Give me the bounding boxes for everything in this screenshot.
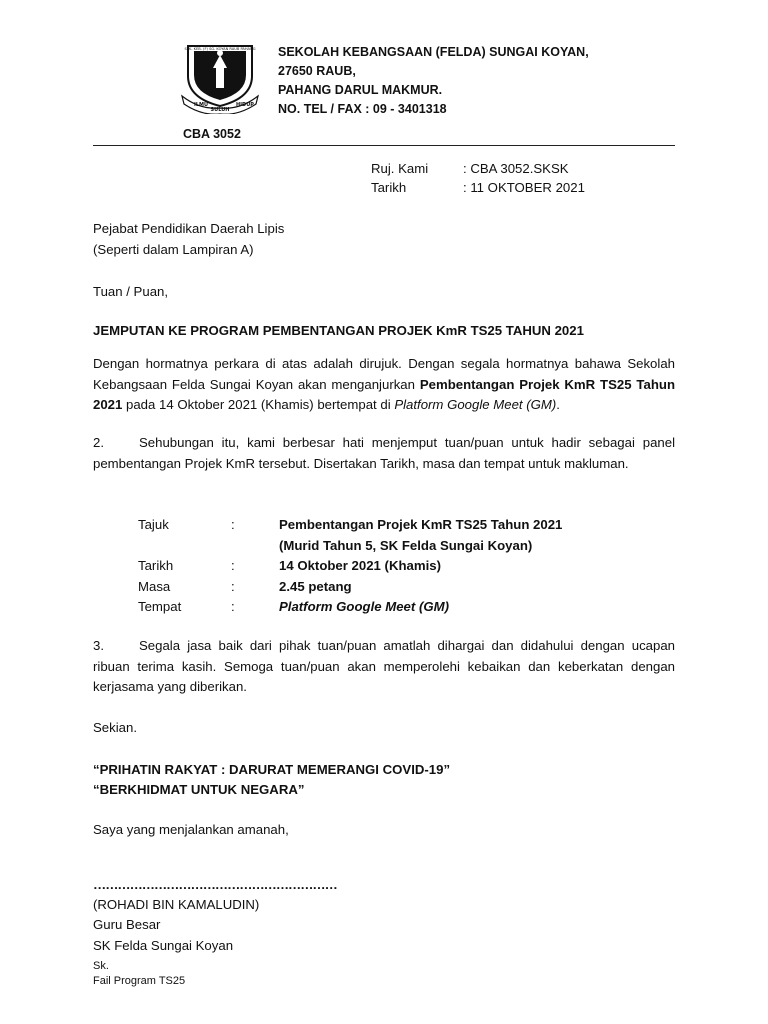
detail-value: 2.45 petang	[279, 579, 352, 594]
letterhead-phone: NO. TEL / FAX : 09 - 3401318	[278, 102, 447, 116]
recipient-office: Pejabat Pendidikan Daerah Lipis	[93, 221, 285, 236]
detail-value: (Murid Tahun 5, SK Felda Sungai Koyan)	[279, 538, 533, 553]
school-code: CBA 3052	[183, 127, 241, 141]
detail-label: Tarikh	[138, 558, 174, 573]
detail-value: Pembentangan Projek KmR TS25 Tahun 2021	[279, 517, 563, 532]
paragraph-2-number: 2.	[93, 435, 104, 450]
signature-line: ……………………………………………………	[93, 877, 337, 892]
ref-value: : CBA 3052.SKSK	[463, 161, 569, 176]
signatory-school: SK Felda Sungai Koyan	[93, 938, 234, 953]
paragraph-1	[93, 354, 675, 416]
paragraph-1-period: .	[556, 397, 560, 413]
letterhead-divider	[93, 145, 675, 146]
letterhead-postcode: 27650 RAUB,	[278, 64, 356, 78]
letterhead-state: PAHANG DARUL MAKMUR.	[278, 83, 443, 97]
signatory-title: Guru Besar	[93, 917, 161, 932]
cc-label: Sk.	[93, 960, 109, 972]
crest-banner-center: SULUH	[210, 107, 230, 113]
paragraph-1-program-title: Pembentangan Projek KmR TS25 Tahun 2021	[93, 376, 675, 413]
paragraph-2	[93, 433, 675, 474]
paragraph-3	[93, 636, 675, 698]
paragraph-1-text-b: pada 14 Oktober 2021 (Khamis) bertempat di	[122, 397, 395, 413]
crest-banner-right: HIDUP	[236, 102, 254, 108]
detail-colon: :	[231, 558, 235, 573]
detail-colon: :	[231, 579, 235, 594]
salutation: Tuan / Puan,	[93, 284, 169, 299]
crest-ring-text: SEK. KEB. (F) SG. KOYAN RAUB PAHANG	[184, 47, 256, 51]
subject-heading: JEMPUTAN KE PROGRAM PEMBENTANGAN PROJEK KmR TS25 TAHUN 2021	[93, 323, 584, 338]
detail-colon: :	[231, 599, 235, 614]
detail-value: 14 Oktober 2021 (Khamis)	[279, 558, 441, 573]
closing-text: Sekian.	[93, 720, 137, 735]
paragraph-1-text-a: Dengan hormatnya perkara di atas adalah dirujuk. Dengan segala hormatnya bahawa Sekolah Kebangsaan Felda Sungai Koyan akan menganjurkan	[93, 356, 675, 392]
detail-label: Tajuk	[138, 517, 169, 532]
detail-value: Platform Google Meet (GM)	[279, 599, 449, 614]
sign-intro: Saya yang menjalankan amanah,	[93, 822, 289, 837]
detail-label: Masa	[138, 579, 171, 594]
paragraph-2-text: Sehubungan itu, kami berbesar hati menjemput tuan/puan untuk hadir sebagai panel pembentangan Projek KmR tersebut. Disertakan Tarikh, masa dan tempat untuk makluman.	[93, 435, 675, 471]
date-label: Tarikh	[371, 180, 407, 195]
paragraph-3-text: Segala jasa baik dari pihak tuan/puan amatlah dihargai dan didahului dengan ucapan ribuan terima kasih. Semoga tuan/puan akan memperolehi kebaikan dan keberkatan dengan kerjasama yang diberikan.	[93, 638, 675, 695]
paragraph-1-venue: Platform Google Meet (GM)	[394, 397, 557, 413]
paragraph-3-number: 3.	[93, 638, 104, 653]
cc-item: Fail Program TS25	[93, 975, 186, 987]
ref-label: Ruj. Kami	[371, 161, 429, 176]
motto-service: “BERKHIDMAT UNTUK NEGARA”	[93, 782, 305, 797]
recipient-note: (Seperti dalam Lampiran A)	[93, 242, 254, 257]
detail-colon: :	[231, 517, 235, 532]
detail-label: Tempat	[138, 599, 182, 614]
school-crest-logo	[180, 40, 260, 114]
letterhead-school-name: SEKOLAH KEBANGSAAN (FELDA) SUNGAI KOYAN,	[278, 45, 589, 59]
date-value: : 11 OKTOBER 2021	[463, 180, 585, 195]
signatory-name: (ROHADI BIN KAMALUDIN)	[93, 897, 260, 912]
crest-banner-left: ILMU	[194, 102, 209, 108]
motto-covid: “PRIHATIN RAKYAT : DARURAT MEMERANGI COVID-19”	[93, 762, 451, 777]
